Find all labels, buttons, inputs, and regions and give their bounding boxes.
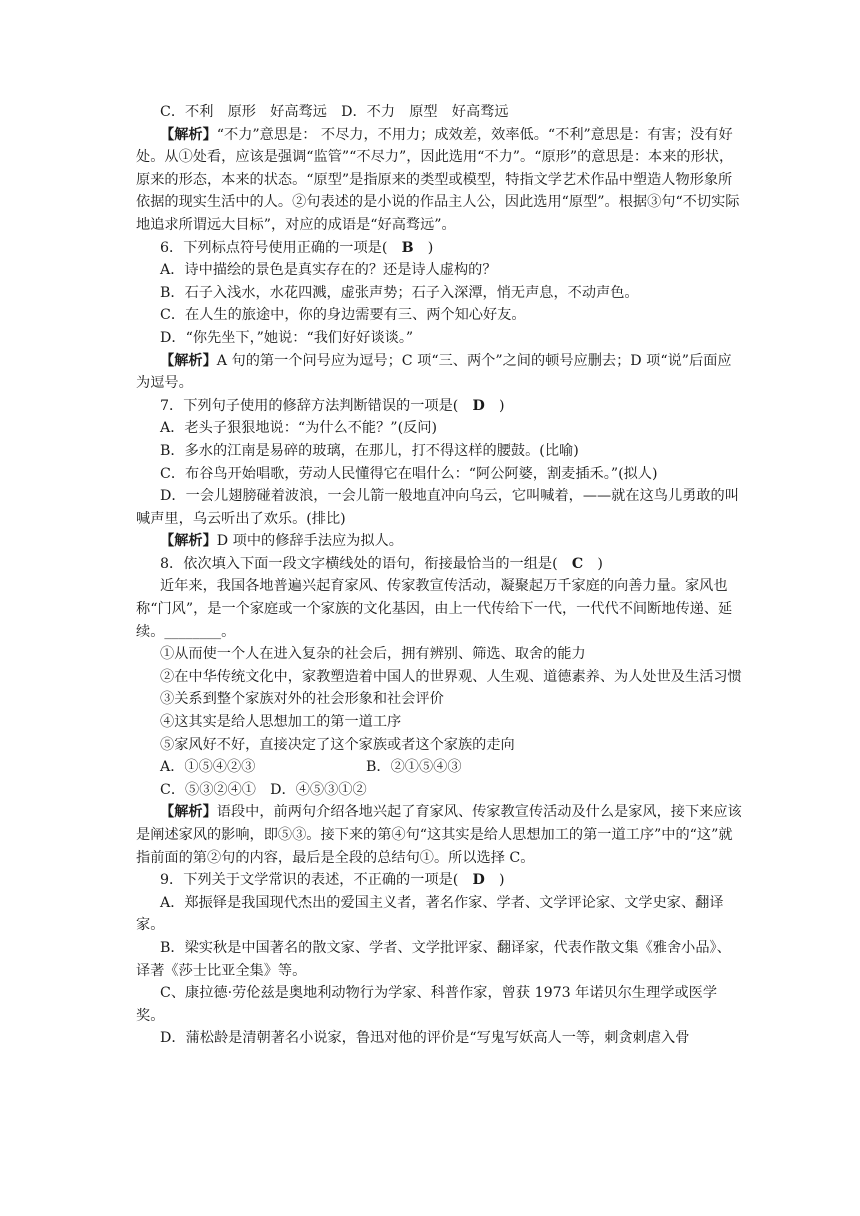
question-6 xyxy=(136,237,742,260)
analysis-text: D 项中的修辞手法应为拟人。 xyxy=(216,533,403,550)
q6-option-c: C．在人生的旅途中，你的身边需要有三、两个知心好友。 xyxy=(160,307,526,324)
question-tail: ) xyxy=(413,239,434,256)
q7-option-a: A．老头子狠狠地说：“为什么不能？”(反问) xyxy=(160,420,438,437)
question-tail: ) xyxy=(484,872,505,889)
q8-sentence-5: ⑤家风好不好，直接决定了这个家族或者这个家族的走向 xyxy=(160,736,515,753)
question-tail: ) xyxy=(583,555,603,572)
answer-letter: B xyxy=(401,239,414,256)
q9-option-b: B．梁实秋是中国著名的散文家、学者、文学批评家、翻译家，代表作散文集《雅舍小品》、译著《莎士比亚全集》等。 xyxy=(136,939,731,979)
q9-option-a: A．郑振铎是我国现代杰出的爱国主义者，著名作家、学者、文学评论家、文学史家、翻译家。 xyxy=(136,894,724,934)
question-tail: ) xyxy=(484,397,505,414)
answer-letter: D xyxy=(472,397,485,414)
analysis-label: 【解析】 xyxy=(160,533,217,550)
q6-analysis xyxy=(136,350,742,395)
q7-option-d: D．一会儿翅膀碰着波浪，一会儿箭一般地直冲向乌云，它叫喊着，——就在这鸟儿勇敢的叫喊声里，乌云听出了欢乐。(排比) xyxy=(136,488,739,527)
analysis-text: A 句的第一个问号应为逗号；C 项“三、两个”之间的顿号应删去；D 项“说”后面应为逗号。 xyxy=(136,352,732,392)
q6-option-d: D．“你先坐下，”她说：“我们好好谈谈。” xyxy=(160,329,414,346)
q5-analysis xyxy=(136,124,742,237)
q8-option-b: B．②①⑤④③ xyxy=(366,759,462,776)
analysis-text: “不力”意思是： 不尽力，不用力；成效差，效率低。“不利”意思是：有害；没有好处。从①处看，应该是强调“监管”“不尽力”，因此选用“不力”。“原形”的意思是：本来的形状，原来的形态，本来的状态。“原型”是指原来的类型或模型，特指文学艺术作品中塑造人物形象所依据的现实生活中的人。②句表述的是小说的作品主人公，因此选用“原型”。根据③句“不切实际地追求所谓远大目标”，对应的成语是“好高骛远”。 xyxy=(136,126,740,233)
analysis-label: 【解析】 xyxy=(160,804,217,821)
question-8 xyxy=(136,553,742,576)
q8-sentence-1: ①从而使一个人在进入复杂的社会后，拥有辨别、筛选、取舍的能力 xyxy=(160,646,586,663)
analysis-label: 【解析】 xyxy=(160,126,217,143)
question-text: 9．下列关于文学常识的表述，不正确的一项是( xyxy=(160,872,473,889)
question-text: 6．下列标点符号使用正确的一项是( xyxy=(160,239,402,256)
q8-analysis xyxy=(136,801,742,869)
answer-letter: C xyxy=(571,555,584,572)
q8-sentence-4: ④这其实是给人思想加工的第一道工序 xyxy=(160,714,402,731)
q8-passage: 近年来，我国各地普遍兴起育家风、传家教宣传活动，凝聚起万千家庭的向善力量。家风也称“门风”，是一个家庭或一个家族的文化基因，由上一代传给下一代，一代代不间断地传递、延续。________。 xyxy=(136,578,733,640)
q9-option-d: D．蒲松龄是清朝著名小说家，鲁迅对他的评价是“写鬼写妖高人一等，刺贪刺虐入骨 xyxy=(160,1030,690,1047)
question-9 xyxy=(136,869,742,892)
q7-option-c: C．布谷鸟开始唱歌，劳动人民懂得它在唱什么：“阿公阿婆，割麦插禾。”(拟人) xyxy=(160,465,658,482)
q9-option-c: C、康拉德·劳伦兹是奥地利动物行为学家、科普作家，曾获 1973 年诺贝尔生理学或医学奖。 xyxy=(136,985,718,1024)
q8-sentence-2: ②在中华传统文化中，家教塑造着中国人的世界观、人生观、道德素养、为人处世及生活习惯 xyxy=(160,668,742,685)
q8-option-a: A．①⑤④②③ xyxy=(160,759,256,776)
answer-letter: D xyxy=(472,872,485,889)
analysis-text: 语段中，前两句介绍各地兴起了育家风、传家教宣传活动及什么是家风，接下来应该是阐述家风的影响，即⑤③。接下来的第④句“这其实是给人思想加工的第一道工序”中的“这”就指前面的第②句的内容，最后是全段的总结句①。所以选择 C。 xyxy=(136,804,742,866)
q7-analysis xyxy=(136,530,742,553)
q6-option-a: A．诗中描绘的景色是真实存在的？还是诗人虚构的？ xyxy=(160,262,497,279)
question-text: 7．下列句子使用的修辞方法判断错误的一项是( xyxy=(160,397,473,414)
q8-options-cd: C．⑤③②④① D．④⑤③①② xyxy=(160,781,367,798)
q8-sentence-3: ③关系到整个家族对外的社会形象和社会评价 xyxy=(160,691,444,708)
q7-option-b: B．多水的江南是易碎的玻璃，在那儿，打不得这样的腰鼓。(比喻) xyxy=(160,442,579,459)
question-7 xyxy=(136,395,742,418)
question-text: 8．依次填入下面一段文字横线处的语句，衔接最恰当的一组是( xyxy=(160,555,572,572)
q8-options-ab xyxy=(136,756,742,779)
q6-option-b: B．石子入浅水，水花四溅，虚张声势；石子入深潭，悄无声息，不动声色。 xyxy=(160,284,639,301)
analysis-label: 【解析】 xyxy=(160,352,217,369)
q5-options: C．不利 原形 好高骛远 D．不力 原型 好高骛远 xyxy=(160,104,509,120)
